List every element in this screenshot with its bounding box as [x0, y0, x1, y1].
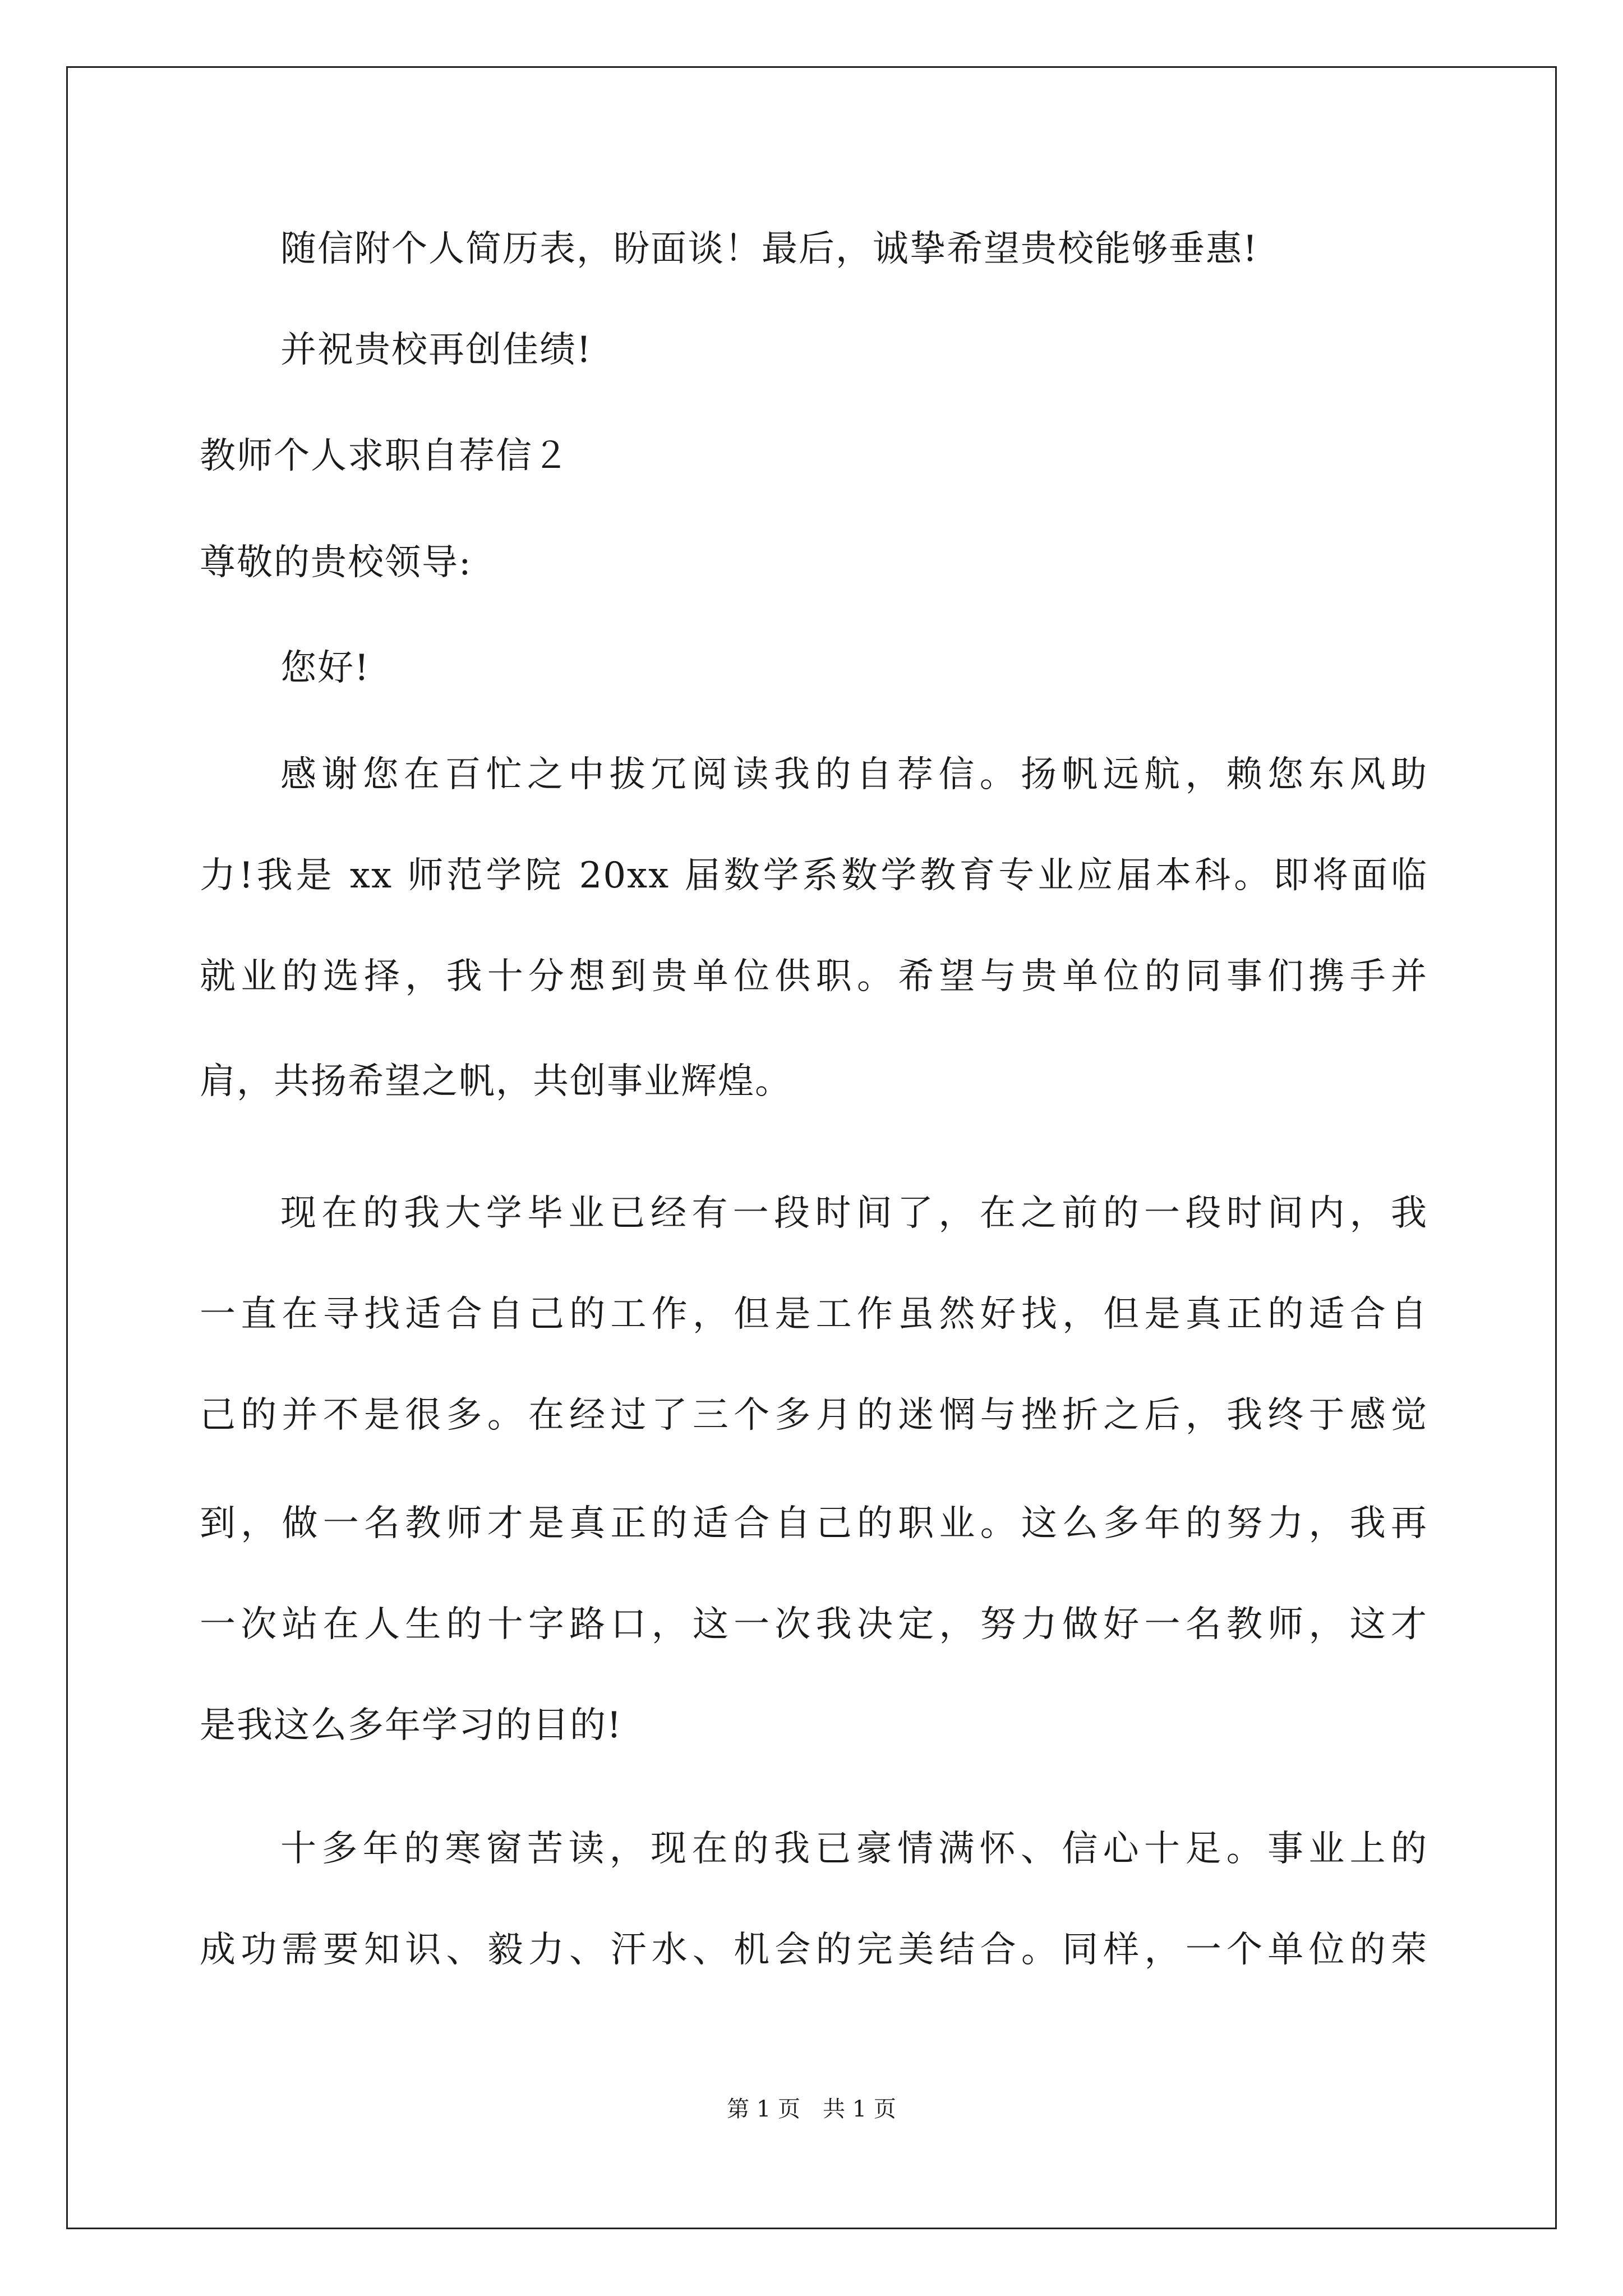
salutation: 尊敬的贵校领导:	[200, 542, 472, 583]
paragraph-line: 随信附个人简历表，盼面谈！最后，诚挚希望贵校能够垂惠!	[280, 228, 1258, 270]
paragraph-line: 感谢您在百忙之中拔冗阅读我的自荐信。扬帆远航，赖您东风助	[280, 754, 1428, 795]
paragraph-line: 十多年的寒窗苦读，现在的我已豪情满怀、信心十足。事业上的	[280, 1828, 1428, 1870]
paragraph-line: 肩，共扬希望之帆，共创事业辉煌。	[200, 1061, 792, 1102]
paragraph-line: 成功需要知识、毅力、汗水、机会的完美结合。同样，一个单位的荣	[200, 1929, 1428, 1971]
paragraph-line: 就业的选择，我十分想到贵单位供职。希望与贵单位的同事们携手并	[200, 956, 1428, 997]
section-heading: 教师个人求职自荐信２	[200, 435, 570, 477]
paragraph-line: 是我这么多年学习的目的!	[200, 1705, 623, 1746]
paragraph-line: 一直在寻找适合自己的工作，但是工作虽然好找，但是真正的适合自	[200, 1294, 1428, 1335]
paragraph-line: 一次站在人生的十字路口，这一次我决定，努力做好一名教师，这才	[200, 1604, 1428, 1645]
paragraph-line: 己的并不是很多。在经过了三个多月的迷惘与挫折之后，我终于感觉	[200, 1395, 1428, 1436]
paragraph-line: 到，做一名教师才是真正的适合自己的职业。这么多年的努力，我再	[200, 1503, 1428, 1544]
page-footer: 第 1 页 共 1 页	[727, 2096, 896, 2122]
paragraph-line: 并祝贵校再创佳绩!	[280, 329, 592, 371]
paragraph-line: 力!我是 xx 师范学院 20xx 届数学系数学教育专业应届本科。即将面临	[200, 855, 1428, 896]
page-border	[66, 66, 1557, 2229]
greeting: 您好!	[280, 647, 370, 689]
paragraph-line: 现在的我大学毕业已经有一段时间了，在之前的一段时间内，我	[280, 1193, 1428, 1234]
